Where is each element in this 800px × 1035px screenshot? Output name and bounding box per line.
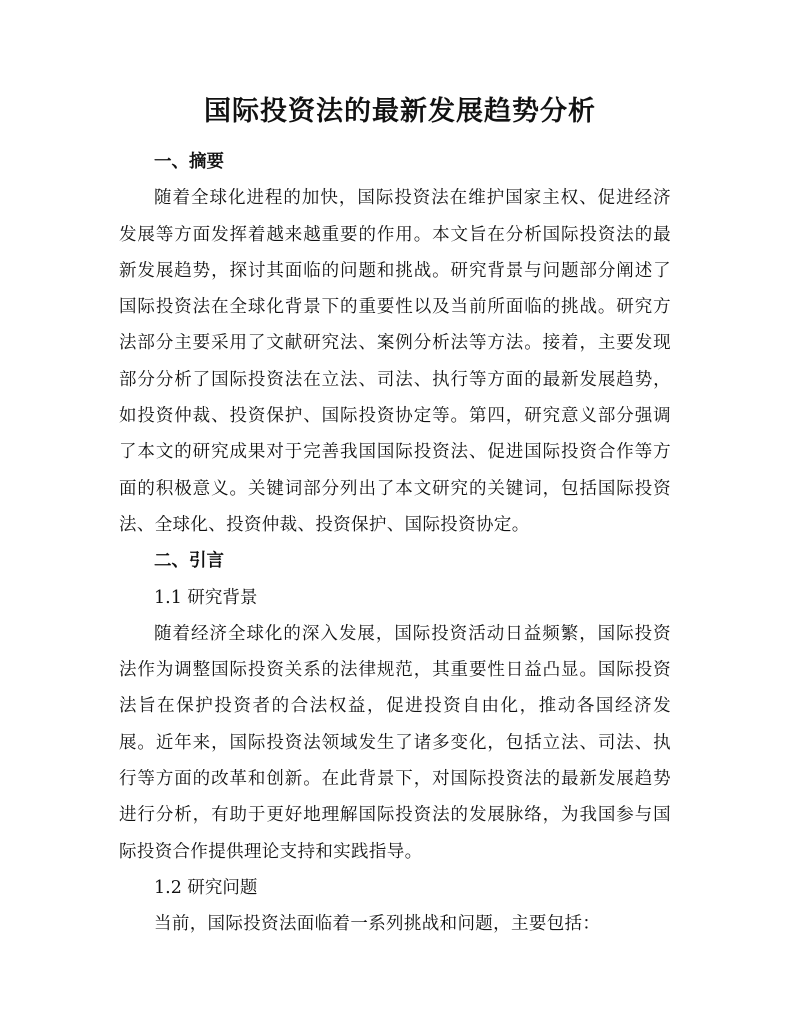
- document-body: [119, 144, 671, 943]
- document-title: 国际投资法的最新发展趋势分析: [204, 96, 596, 127]
- research-problem-heading: 1.2 研究问题: [154, 877, 258, 898]
- abstract-heading: 一、摘要: [154, 152, 224, 172]
- abstract-paragraph: 随着全球化进程的加快，国际投资法在维护国家主权、促进经济发展等方面发挥着越来越重要的作用。本文旨在分析国际投资法的最新发展趋势，探讨其面临的问题和挑战。研究背景与问题部分阐述了国际投资法在全球化背景下的重要性以及当前所面临的挑战。研究方法部分主要采用了文献研究法、案例分析法等方法。接着，主要发现部分分析了国际投资法在立法、司法、执行等方面的最新发展趋势，如投资仲裁、投资保护、国际投资协定等。第四，研究意义部分强调了本文的研究成果对于完善我国国际投资法、促进国际投资合作等方面的积极意义。关键词部分列出了本文研究的关键词，包括国际投资法、全球化、投资仲裁、投资保护、国际投资协定。: [119, 188, 671, 535]
- research-background-heading: 1.1 研究背景: [154, 587, 258, 608]
- research-problem-paragraph: 当前，国际投资法面临着一系列挑战和问题，主要包括：: [154, 914, 601, 935]
- introduction-heading: 二、引言: [154, 551, 224, 572]
- research-background-paragraph: 随着经济全球化的深入发展，国际投资活动日益频繁，国际投资法作为调整国际投资关系的法律规范，其重要性日益凸显。国际投资法旨在保护投资者的合法权益，促进投资自由化，推动各国经济发展。近年来，国际投资法领域发生了诸多变化，包括立法、司法、执行等方面的改革和创新。在此背景下，对国际投资法的最新发展趋势进行分析，有助于更好地理解国际投资法的发展脉络，为我国参与国际投资合作提供理论支持和实践指导。: [119, 623, 671, 862]
